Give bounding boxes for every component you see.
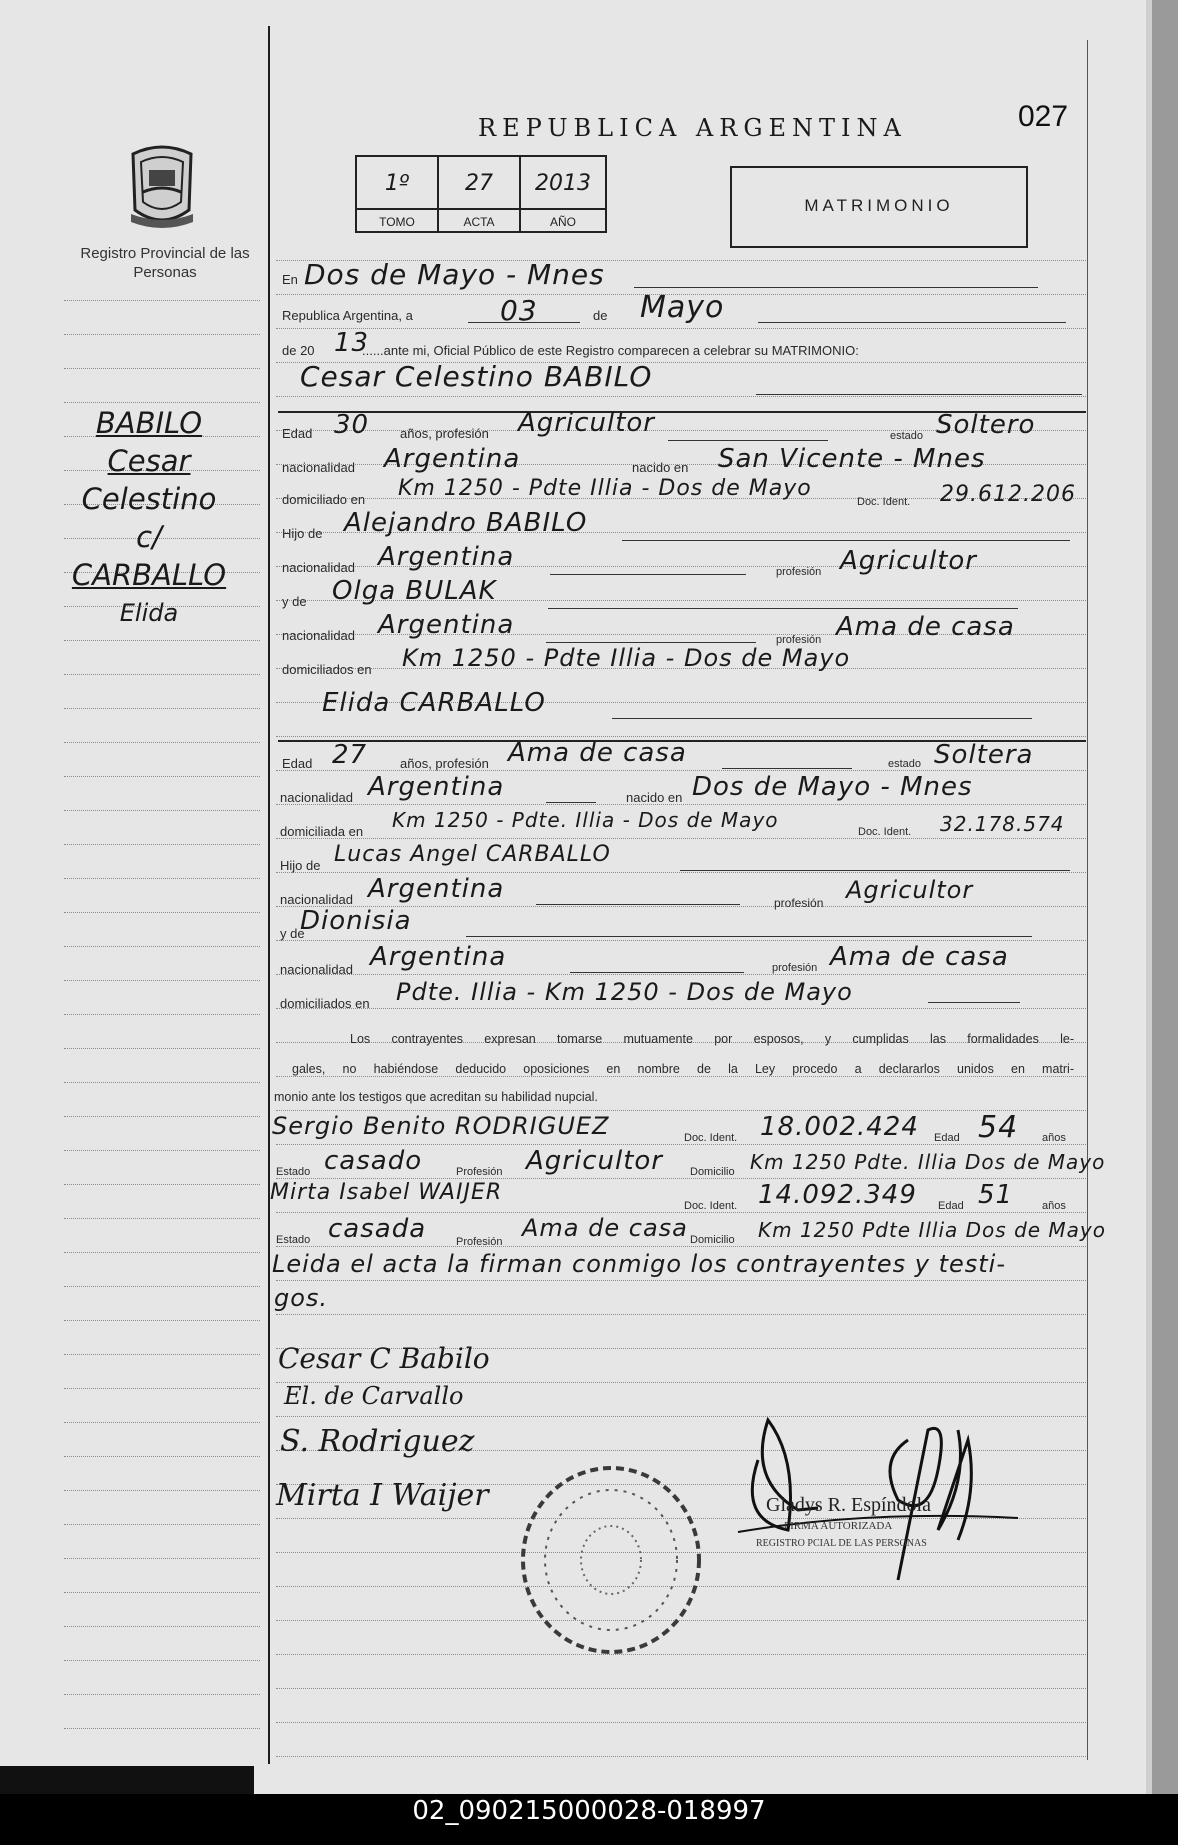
ruling-line	[64, 810, 260, 811]
ruling-line	[276, 1688, 1086, 1689]
bride-father-prof-label: profesión	[774, 896, 824, 910]
ruling-line	[64, 776, 260, 777]
margin-line: Cesar	[107, 444, 191, 478]
witness2-prof-label: Profesión	[456, 1236, 503, 1248]
act-type-box	[730, 166, 1028, 248]
bride-mother-nat-label: nacionalidad	[280, 962, 354, 977]
scan-id: 02_090215000028-018997	[412, 1796, 766, 1826]
witness1-profession: Agricultor	[526, 1146, 663, 1176]
witness1-age: 54	[978, 1110, 1019, 1145]
fill-line	[468, 322, 580, 323]
declaration-line: Los contrayentes expresan tomarse mutuamente por esposos, y cumplidas las formalidades le-	[350, 1032, 1074, 1046]
groom-yde-label: y de	[282, 594, 307, 609]
witness2-anos-label: años	[1042, 1200, 1066, 1212]
groom-mother-profession: Ama de casa	[836, 612, 1015, 642]
witness2-dom-label: Domicilio	[690, 1234, 735, 1246]
month-value: Mayo	[640, 290, 725, 325]
bride-mother: Dionisia	[300, 906, 412, 936]
bride-father-nat-label: nacionalidad	[280, 892, 354, 907]
groom-father: Alejandro BABILO	[344, 508, 588, 538]
groom-parents-dom-label: domiciliados en	[282, 662, 372, 677]
bride-nationality: Argentina	[368, 772, 505, 802]
bride-anos-label: años, profesión	[400, 756, 489, 771]
groom-dom-label: domiciliado en	[282, 492, 366, 507]
ruling-line	[64, 1252, 260, 1253]
declaration-line: gales, no habiéndose deducido oposiciones en nombre de la Ley procedo a declararlos unidos en matri-	[292, 1062, 1074, 1076]
fill-line	[668, 440, 828, 441]
official-title: FIRMA AUTORIZADA	[784, 1520, 893, 1532]
ruling-line	[276, 1756, 1086, 1757]
year-prefix: de 20	[282, 343, 315, 358]
ruling-line	[64, 1048, 260, 1049]
en-label: En	[282, 272, 298, 287]
ruling-line	[276, 1110, 1086, 1111]
ruling-line	[64, 1184, 260, 1185]
witness1-estado: casado	[324, 1146, 423, 1176]
day-value: 03	[500, 294, 538, 327]
ruling-line	[64, 1456, 260, 1457]
margin-rule	[268, 26, 270, 1764]
bride-profession: Ama de casa	[508, 738, 687, 768]
republica-label: Republica Argentina, a	[282, 308, 413, 323]
ruling-line	[64, 300, 260, 301]
fill-line	[536, 904, 740, 905]
groom-mother-nationality: Argentina	[378, 610, 515, 640]
scan-edge	[0, 1766, 254, 1794]
ruling-line	[64, 1218, 260, 1219]
groom-father-nationality: Argentina	[378, 542, 515, 572]
ruling-line	[276, 1314, 1086, 1315]
witness2-doc-label: Doc. Ident.	[684, 1200, 738, 1212]
ruling-line	[276, 396, 1086, 397]
registry-stamp-icon	[516, 1462, 706, 1658]
ruling-line	[64, 368, 260, 369]
bride-doc-label: Doc. Ident.	[858, 826, 912, 838]
ruling-line	[64, 1694, 260, 1695]
bride-parents-address: Pdte. Illia - Km 1250 - Dos de Mayo	[396, 978, 853, 1006]
margin-note	[58, 404, 240, 632]
fill-line	[622, 540, 1070, 541]
ruling-line	[276, 872, 1086, 873]
groom-mother-nat-label: nacionalidad	[282, 628, 356, 643]
bride-age: 27	[332, 740, 368, 770]
province-seal-icon	[123, 140, 201, 232]
ruling-line	[276, 1212, 1086, 1213]
witness1-signature: S. Rodriguez	[280, 1424, 475, 1459]
ruling-line	[276, 770, 1086, 771]
ruling-line	[64, 1014, 260, 1015]
bride-mother-profession: Ama de casa	[830, 942, 1009, 972]
country-title: REPUBLICA ARGENTINA	[478, 114, 907, 142]
groom-name: Cesar Celestino BABILO	[300, 360, 653, 393]
official-name: Gladys R. Espíndola	[766, 1494, 931, 1516]
groom-estado-label: estado	[890, 430, 924, 442]
groom-doc-label: Doc. Ident.	[857, 496, 911, 508]
anio-label: AÑO	[549, 215, 576, 229]
anio-value: 2013	[535, 171, 591, 196]
bride-mother-prof-label: profesión	[772, 962, 818, 974]
groom-father-profession: Agricultor	[840, 546, 977, 576]
ruling-line	[276, 1008, 1086, 1009]
witness2-estado: casada	[328, 1214, 427, 1244]
margin-line: Celestino	[81, 482, 217, 516]
witness1-dom-label: Domicilio	[690, 1166, 735, 1178]
groom-parents-address: Km 1250 - Pdte Illia - Dos de Mayo	[402, 644, 851, 672]
bride-hijo-label: Hijo de	[280, 858, 321, 873]
ruling-line	[64, 1286, 260, 1287]
ruling-line	[276, 1722, 1086, 1723]
ruling-line	[64, 1626, 260, 1627]
intro-text: ......ante mi, Oficial Público de este Registro comparecen a celebrar su MATRIMONIO:	[362, 343, 859, 358]
witness1-doc: 18.002.424	[760, 1112, 919, 1142]
groom-profession: Agricultor	[518, 408, 655, 438]
ruling-line	[64, 1388, 260, 1389]
fill-line	[570, 972, 744, 973]
witness2-doc: 14.092.349	[758, 1180, 917, 1210]
ruling-line	[64, 674, 260, 675]
year-suffix: 13	[334, 328, 370, 358]
groom-mother-prof-label: profesión	[776, 634, 822, 646]
margin-line: BABILO	[95, 406, 203, 440]
fill-line	[466, 936, 1032, 937]
tomo-value: 1º	[384, 171, 410, 196]
groom-anos-label: años, profesión	[400, 426, 489, 441]
ruling-line	[276, 328, 1086, 329]
bride-edad-label: Edad	[282, 756, 313, 771]
witness1-edad-label: Edad	[934, 1132, 960, 1144]
bride-name: Elida CARBALLO	[322, 688, 546, 718]
ruling-line	[64, 878, 260, 879]
fill-line	[634, 287, 1038, 288]
groom-age: 30	[334, 410, 370, 440]
groom-hijo-label: Hijo de	[282, 526, 323, 541]
groom-father-nat-label: nacionalidad	[282, 560, 356, 575]
ruling-line	[276, 940, 1086, 941]
bride-father: Lucas Angel CARBALLO	[334, 842, 611, 867]
ruling-line	[64, 742, 260, 743]
ruling-line	[64, 1660, 260, 1661]
witness1-prof-label: Profesión	[456, 1166, 503, 1178]
bride-dom-label: domiciliada en	[280, 824, 364, 839]
ruling-line	[64, 1082, 260, 1083]
groom-estado: Soltero	[936, 410, 1036, 440]
ruling-line	[64, 1354, 260, 1355]
witness1-doc-label: Doc. Ident.	[684, 1132, 738, 1144]
bride-nat-label: nacionalidad	[280, 790, 354, 805]
witness2-profession: Ama de casa	[522, 1214, 688, 1242]
fill-line	[546, 802, 596, 803]
fill-line	[758, 322, 1066, 323]
acta-value: 27	[465, 171, 493, 196]
fill-line	[680, 870, 1070, 871]
ruling-line	[64, 334, 260, 335]
margin-line: CARBALLO	[71, 558, 227, 592]
ruling-line	[64, 912, 260, 913]
act-type: MATRIMONIO	[804, 196, 954, 215]
bride-estado-label: estado	[888, 758, 922, 770]
bride-signature: El. de Carvallo	[284, 1382, 464, 1410]
ruling-line	[64, 1320, 260, 1321]
act-number: 027	[1018, 100, 1069, 133]
ruling-line	[64, 1116, 260, 1117]
register-box	[355, 155, 607, 233]
fill-line	[548, 608, 1018, 609]
tomo-label: TOMO	[379, 215, 415, 229]
ruling-line	[64, 1558, 260, 1559]
witness1-estado-label: Estado	[276, 1166, 311, 1178]
bride-parents-dom-label: domiciliados en	[280, 996, 370, 1011]
page-edge-shadow	[1152, 0, 1178, 1794]
declaration-line: monio ante los testigos que acreditan su habilidad nupcial.	[274, 1090, 598, 1104]
bride-father-profession: Agricultor	[846, 876, 974, 904]
closing-line: gos.	[274, 1284, 329, 1312]
ruling-line	[276, 736, 1086, 737]
bride-birthplace: Dos de Mayo - Mnes	[692, 772, 973, 802]
ruling-line	[64, 1728, 260, 1729]
bride-yde-label: y de	[280, 926, 305, 941]
ruling-line	[64, 1150, 260, 1151]
bride-estado: Soltera	[934, 740, 1034, 770]
witness1-name: Sergio Benito RODRIGUEZ	[272, 1112, 610, 1140]
registry-name: Registro Provincial de las Personas	[80, 245, 250, 281]
fill-line	[722, 768, 852, 769]
witness2-address: Km 1250 Pdte Illia Dos de Mayo	[758, 1218, 1107, 1242]
ruling-line	[64, 844, 260, 845]
witness2-age: 51	[978, 1180, 1014, 1210]
ruling-line	[64, 402, 260, 403]
official-org: REGISTRO PCIAL DE LAS PERSONAS	[756, 1538, 927, 1549]
fill-line	[928, 1002, 1020, 1003]
witness2-edad-label: Edad	[938, 1200, 964, 1212]
ruling-line	[276, 1246, 1086, 1247]
de-label: de	[593, 308, 608, 323]
ruling-line	[64, 708, 260, 709]
bride-mother-nationality: Argentina	[370, 942, 507, 972]
groom-address: Km 1250 - Pdte Illia - Dos de Mayo	[398, 476, 812, 501]
witness2-estado-label: Estado	[276, 1234, 311, 1246]
bride-doc: 32.178.574	[940, 812, 1065, 836]
bride-nacido-label: nacido en	[626, 790, 683, 805]
groom-edad-label: Edad	[282, 426, 313, 441]
groom-nationality: Argentina	[384, 444, 521, 474]
acta-label: ACTA	[463, 215, 495, 229]
ruling-line	[64, 1422, 260, 1423]
fill-line	[756, 394, 1082, 395]
ruling-line	[64, 1524, 260, 1525]
groom-nat-label: nacionalidad	[282, 460, 356, 475]
closing-line: Leida el acta la firman conmigo los contrayentes y testi-	[272, 1250, 1006, 1278]
right-rule	[1087, 40, 1088, 1760]
ruling-line	[276, 1076, 1086, 1077]
witness2-name: Mirta Isabel WAIJER	[270, 1180, 503, 1205]
bride-address: Km 1250 - Pdte. Illia - Dos de Mayo	[392, 808, 779, 832]
fill-line	[550, 574, 746, 575]
witness1-anos-label: años	[1042, 1132, 1066, 1144]
bride-father-nationality: Argentina	[368, 874, 505, 904]
fill-line	[546, 642, 756, 643]
ruling-line	[276, 838, 1086, 839]
margin-line: Elida	[119, 599, 179, 627]
ruling-line	[64, 946, 260, 947]
fill-line	[612, 718, 1032, 719]
ruling-line	[64, 980, 260, 981]
margin-line: c/	[136, 520, 162, 554]
ruling-line	[276, 974, 1086, 975]
witness1-address: Km 1250 Pdte. Illia Dos de Mayo	[750, 1150, 1106, 1174]
ruling-line	[64, 1490, 260, 1491]
ruling-line	[64, 640, 260, 641]
groom-doc: 29.612.206	[940, 482, 1076, 507]
groom-birthplace: San Vicente - Mnes	[718, 444, 986, 474]
groom-nacido-label: nacido en	[632, 460, 689, 475]
ruling-line	[64, 1592, 260, 1593]
ruling-line	[276, 1144, 1086, 1145]
place-value: Dos de Mayo - Mnes	[304, 258, 605, 291]
witness2-signature: Mirta I Waijer	[276, 1478, 489, 1513]
ruling-line	[276, 1280, 1086, 1281]
groom-mother: Olga BULAK	[332, 576, 497, 606]
groom-father-prof-label: profesión	[776, 566, 822, 578]
ruling-line	[276, 1178, 1086, 1179]
groom-signature: Cesar C Babilo	[278, 1342, 490, 1375]
